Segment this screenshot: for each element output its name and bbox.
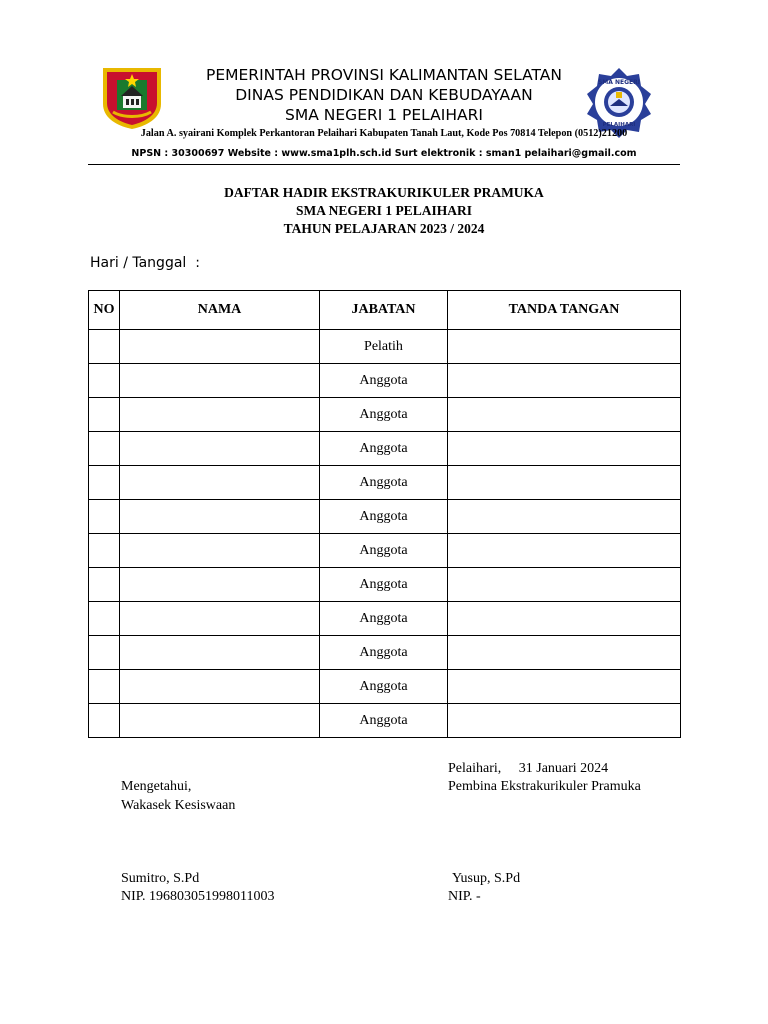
cell-no <box>89 500 120 534</box>
date-label: Hari / Tanggal : <box>90 255 200 271</box>
seal-text-bottom: PELAIHARI <box>602 122 636 128</box>
table-header-row <box>89 291 681 330</box>
table-row <box>89 568 681 602</box>
table-row <box>89 704 681 738</box>
cell-jabatan: Anggota <box>320 602 448 636</box>
cell-jabatan: Anggota <box>320 568 448 602</box>
signatory-left-name: Sumitro, S.Pd <box>121 871 200 886</box>
cell-tanda-tangan <box>448 670 681 704</box>
cell-no <box>89 466 120 500</box>
cell-tanda-tangan <box>448 636 681 670</box>
cell-tanda-tangan <box>448 364 681 398</box>
cell-tanda-tangan <box>448 398 681 432</box>
cell-nama <box>120 670 320 704</box>
letterhead-divider <box>88 164 680 165</box>
cell-tanda-tangan <box>448 602 681 636</box>
place-date: Pelaihari, 31 Januari 2024 <box>448 761 609 776</box>
cell-nama <box>120 330 320 364</box>
cell-no <box>89 432 120 466</box>
cell-jabatan: Pelatih <box>320 330 448 364</box>
table-row <box>89 364 681 398</box>
header-no: NO <box>89 291 120 330</box>
table-row <box>89 466 681 500</box>
cell-nama <box>120 534 320 568</box>
table-row <box>89 670 681 704</box>
cell-jabatan: Anggota <box>320 704 448 738</box>
header-tanda-tangan: TANDA TANGAN <box>448 291 681 330</box>
cell-nama <box>120 704 320 738</box>
cell-tanda-tangan <box>448 466 681 500</box>
letterhead-address: Jalan A. syairani Komplek Perkantoran Pelaihari Kabupaten Tanah Laut, Kode Pos 70814 Telepon (0512)21200 <box>140 128 628 139</box>
cell-no <box>89 534 120 568</box>
signatory-left-nip: NIP. 196803051998011003 <box>121 889 275 904</box>
letterhead-school: SMA NEGERI 1 PELAIHARI <box>285 106 483 124</box>
signatory-right-name: Yusup, S.Pd <box>452 871 521 886</box>
cell-no <box>89 398 120 432</box>
cell-nama <box>120 398 320 432</box>
signatory-left-role: Wakasek Kesiswaan <box>121 798 236 813</box>
attendance-table <box>88 290 681 738</box>
cell-no <box>89 602 120 636</box>
cell-no <box>89 330 120 364</box>
cell-nama <box>120 466 320 500</box>
cell-tanda-tangan <box>448 568 681 602</box>
cell-nama <box>120 602 320 636</box>
cell-nama <box>120 500 320 534</box>
table-row <box>89 500 681 534</box>
cell-no <box>89 670 120 704</box>
signatory-right-role: Pembina Ekstrakurikuler Pramuka <box>448 779 641 794</box>
cell-no <box>89 704 120 738</box>
document-subtitle-school: SMA NEGERI 1 PELAIHARI <box>296 203 472 218</box>
cell-no <box>89 636 120 670</box>
letterhead-government: PEMERINTAH PROVINSI KALIMANTAN SELATAN <box>206 66 562 84</box>
cell-tanda-tangan <box>448 704 681 738</box>
cell-nama <box>120 568 320 602</box>
header-jabatan: JABATAN <box>320 291 448 330</box>
cell-no <box>89 364 120 398</box>
cell-jabatan: Anggota <box>320 466 448 500</box>
cell-jabatan: Anggota <box>320 432 448 466</box>
document-title: DAFTAR HADIR EKSTRAKURIKULER PRAMUKA <box>224 185 544 200</box>
table-row <box>89 534 681 568</box>
table-row <box>89 602 681 636</box>
provincial-crest-logo <box>101 66 163 130</box>
letterhead-department: DINAS PENDIDIKAN DAN KEBUDAYAAN <box>235 86 533 104</box>
header-nama: NAMA <box>120 291 320 330</box>
cell-jabatan: Anggota <box>320 398 448 432</box>
seal-text-top: SMA NEGERI <box>597 79 641 86</box>
table-row <box>89 330 681 364</box>
cell-jabatan: Anggota <box>320 500 448 534</box>
table-row <box>89 398 681 432</box>
letterhead-contact: NPSN : 30300697 Website : www.sma1plh.sch.id Surt elektronik : sman1 pelaihari@gmail.com <box>131 148 637 159</box>
acknowledged-label: Mengetahui, <box>121 779 192 794</box>
cell-tanda-tangan <box>448 534 681 568</box>
cell-jabatan: Anggota <box>320 670 448 704</box>
cell-jabatan: Anggota <box>320 636 448 670</box>
cell-nama <box>120 636 320 670</box>
cell-jabatan: Anggota <box>320 364 448 398</box>
cell-nama <box>120 432 320 466</box>
cell-jabatan: Anggota <box>320 534 448 568</box>
signatory-right-nip: NIP. - <box>448 889 481 904</box>
table-row <box>89 636 681 670</box>
cell-tanda-tangan <box>448 330 681 364</box>
cell-nama <box>120 364 320 398</box>
cell-tanda-tangan <box>448 432 681 466</box>
table-row <box>89 432 681 466</box>
cell-tanda-tangan <box>448 500 681 534</box>
document-subtitle-year: TAHUN PELAJARAN 2023 / 2024 <box>283 221 485 236</box>
cell-no <box>89 568 120 602</box>
